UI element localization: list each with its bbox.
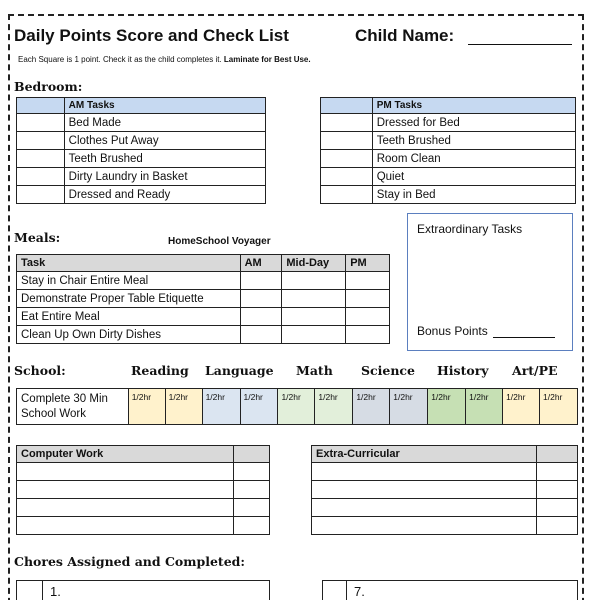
extraordinary-tasks-title: Extraordinary Tasks — [417, 222, 523, 236]
half-hour-cell[interactable]: 1/2hr — [503, 389, 540, 425]
task-label: Dirty Laundry in Basket — [64, 168, 265, 186]
half-hour-cell[interactable]: 1/2hr — [240, 389, 278, 425]
pm-tasks-table — [320, 97, 576, 204]
entry-field[interactable] — [312, 481, 537, 499]
task-label: Stay in Bed — [372, 186, 575, 204]
computer-work-check-header — [234, 446, 270, 463]
half-hour-cell[interactable]: 1/2hr — [466, 389, 503, 425]
checkbox[interactable] — [321, 150, 373, 168]
checkbox[interactable] — [17, 114, 65, 132]
subject-language: Language — [205, 363, 274, 378]
task-label: Quiet — [372, 168, 575, 186]
checkbox[interactable] — [17, 186, 65, 204]
extraordinary-tasks-box[interactable] — [407, 213, 573, 351]
checkbox[interactable] — [17, 150, 65, 168]
task-label: Stay in Chair Entire Meal — [17, 272, 241, 290]
school-heading: School: — [14, 363, 66, 378]
task-label: Demonstrate Proper Table Etiquette — [17, 290, 241, 308]
task-label: Room Clean — [372, 150, 575, 168]
entry-field[interactable] — [17, 481, 234, 499]
subject-art-pe: Art/PE — [512, 363, 558, 378]
checkbox[interactable] — [346, 290, 390, 308]
school-row-label-line2: School Work — [21, 407, 86, 420]
half-hour-cell[interactable]: 1/2hr — [315, 389, 353, 425]
meals-header-am: AM — [240, 255, 282, 272]
chore-number-right: 7. — [354, 584, 365, 599]
checkbox[interactable] — [282, 290, 346, 308]
checkbox[interactable] — [537, 517, 578, 535]
meals-table — [16, 254, 390, 344]
computer-work-header: Computer Work — [17, 446, 234, 463]
instructions-text: Each Square is 1 point. Check it as the child completes it. — [18, 55, 222, 64]
checkbox[interactable] — [346, 308, 390, 326]
checkbox[interactable] — [321, 186, 373, 204]
child-name-field[interactable] — [468, 44, 572, 45]
checkbox[interactable] — [321, 114, 373, 132]
half-hour-cell[interactable]: 1/2hr — [428, 389, 466, 425]
watermark: HomeSchool Voyager — [168, 236, 271, 247]
meals-header-midday: Mid-Day — [282, 255, 346, 272]
entry-field[interactable] — [17, 463, 234, 481]
checkbox[interactable] — [240, 326, 282, 344]
extra-curricular-table — [311, 445, 578, 535]
checkbox[interactable] — [537, 499, 578, 517]
school-row-label — [17, 389, 129, 425]
checkbox[interactable] — [17, 168, 65, 186]
meals-header-task: Task — [17, 255, 241, 272]
meals-header-pm: PM — [346, 255, 390, 272]
school-row-label-line1: Complete 30 Min — [21, 392, 108, 405]
half-hour-cell[interactable]: 1/2hr — [165, 389, 202, 425]
half-hour-cell[interactable]: 1/2hr — [540, 389, 578, 425]
task-label: Eat Entire Meal — [17, 308, 241, 326]
instructions — [18, 55, 311, 64]
bonus-points-label: Bonus Points — [417, 324, 488, 338]
half-hour-cell[interactable]: 1/2hr — [390, 389, 428, 425]
task-label: Clothes Put Away — [64, 132, 265, 150]
half-hour-cell[interactable]: 1/2hr — [202, 389, 240, 425]
entry-field[interactable] — [312, 463, 537, 481]
checkbox[interactable] — [537, 481, 578, 499]
bedroom-heading: Bedroom: — [14, 79, 83, 94]
checkbox[interactable] — [240, 308, 282, 326]
chore-number-left: 1. — [50, 584, 61, 599]
task-label: Clean Up Own Dirty Dishes — [17, 326, 241, 344]
checkbox[interactable] — [346, 272, 390, 290]
task-label: Dressed and Ready — [64, 186, 265, 204]
task-label: Teeth Brushed — [372, 132, 575, 150]
checkbox[interactable] — [234, 517, 270, 535]
bonus-points-field[interactable] — [493, 337, 555, 338]
checkbox[interactable] — [346, 326, 390, 344]
checkbox[interactable] — [537, 463, 578, 481]
half-hour-cell[interactable]: 1/2hr — [128, 389, 165, 425]
meals-heading: Meals: — [14, 230, 61, 245]
am-check-header — [17, 98, 65, 114]
half-hour-cell[interactable]: 1/2hr — [353, 389, 390, 425]
checkbox[interactable] — [234, 463, 270, 481]
checkbox[interactable] — [282, 272, 346, 290]
checkbox[interactable] — [234, 481, 270, 499]
half-hour-cell[interactable]: 1/2hr — [278, 389, 315, 425]
subject-science: Science — [361, 363, 415, 378]
chore-divider-left — [42, 580, 43, 600]
entry-field[interactable] — [312, 517, 537, 535]
entry-field[interactable] — [17, 517, 234, 535]
entry-field[interactable] — [17, 499, 234, 517]
computer-work-table — [16, 445, 270, 535]
subject-math: Math — [296, 363, 333, 378]
chore-divider-right — [346, 580, 347, 600]
checkbox[interactable] — [282, 308, 346, 326]
checkbox[interactable] — [282, 326, 346, 344]
subject-history: History — [437, 363, 489, 378]
task-label: Teeth Brushed — [64, 150, 265, 168]
child-name-label: Child Name: — [355, 26, 455, 45]
extra-curricular-check-header — [537, 446, 578, 463]
pm-tasks-header: PM Tasks — [372, 98, 575, 114]
chores-heading: Chores Assigned and Completed: — [14, 554, 246, 569]
checkbox[interactable] — [240, 290, 282, 308]
checkbox[interactable] — [240, 272, 282, 290]
checkbox[interactable] — [234, 499, 270, 517]
task-label: Dressed for Bed — [372, 114, 575, 132]
subject-reading: Reading — [131, 363, 189, 378]
school-table — [16, 388, 578, 425]
instructions-bold: Laminate for Best Use. — [223, 55, 311, 64]
checkbox[interactable] — [321, 168, 373, 186]
entry-field[interactable] — [312, 499, 537, 517]
extra-curricular-header: Extra-Curricular — [312, 446, 537, 463]
pm-check-header — [321, 98, 373, 114]
am-tasks-table — [16, 97, 266, 204]
task-label: Bed Made — [64, 114, 265, 132]
am-tasks-header: AM Tasks — [64, 98, 265, 114]
checkbox[interactable] — [17, 132, 65, 150]
page-title: Daily Points Score and Check List — [14, 26, 289, 45]
checkbox[interactable] — [321, 132, 373, 150]
